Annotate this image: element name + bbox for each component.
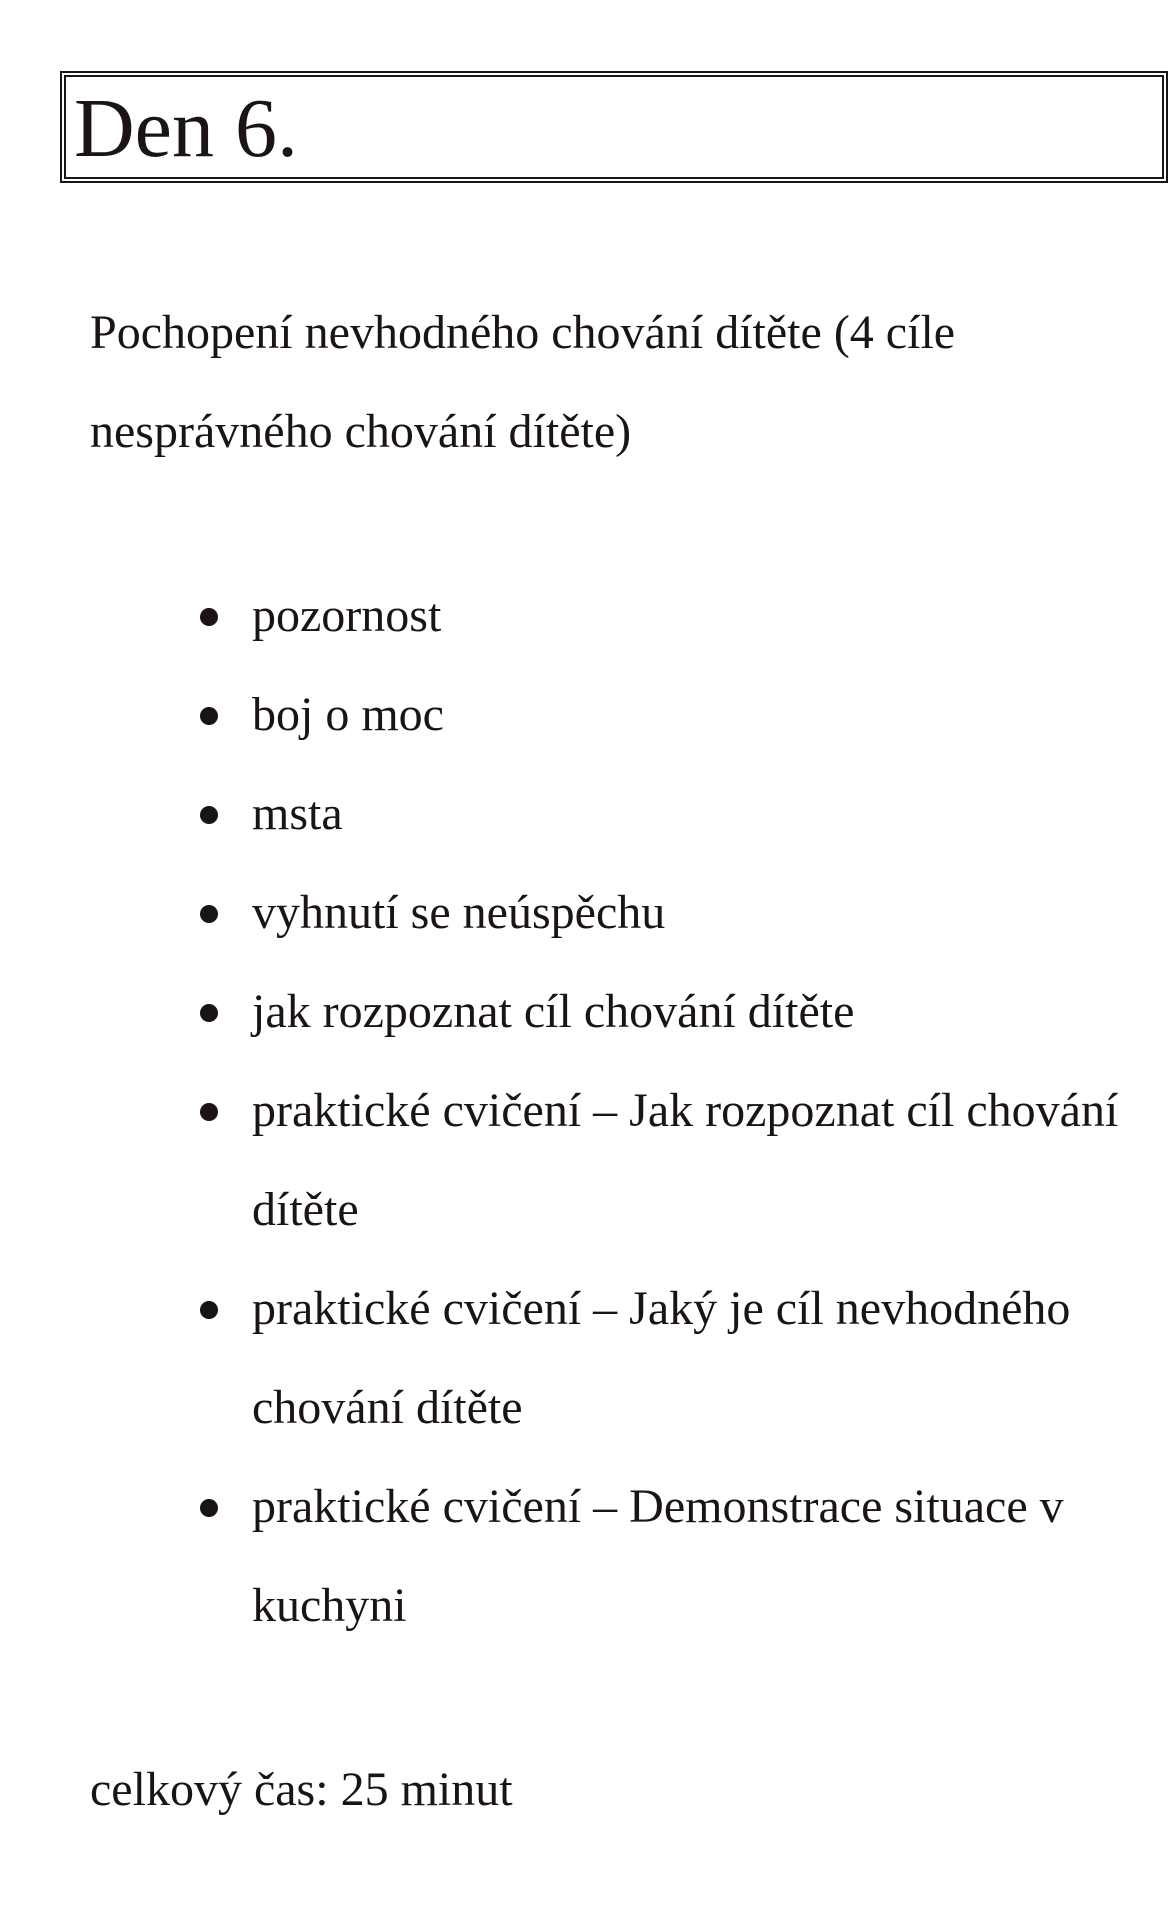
bullet-icon	[200, 905, 218, 923]
list-item	[0, 863, 1170, 962]
list-item-label: praktické cvičení – Jaký je cíl nevhodného chování dítěte	[252, 1282, 1071, 1434]
bullet-icon	[200, 1301, 218, 1319]
list-item	[0, 764, 1170, 863]
list-item	[0, 1259, 1170, 1457]
list-item	[0, 566, 1170, 665]
list-item-label: msta	[252, 787, 343, 840]
bullet-icon	[200, 806, 218, 824]
bullet-icon	[200, 608, 218, 626]
list-item	[0, 1061, 1170, 1259]
list-item-label: boj o moc	[252, 688, 444, 741]
intro-text: Pochopení nevhodného chování dítěte (4 cíle nesprávného chování dítěte)	[90, 306, 956, 458]
list-item-label: praktické cvičení – Jak rozpoznat cíl chování dítěte	[252, 1084, 1119, 1236]
bullet-icon	[200, 1499, 218, 1517]
list-item-label: pozornost	[252, 589, 442, 642]
list-item-label: vyhnutí se neúspěchu	[252, 886, 666, 939]
list-item-label: jak rozpoznat cíl chování dítěte	[252, 985, 855, 1038]
day-title: Den 6.	[74, 82, 298, 175]
list-item-label: praktické cvičení – Demonstrace situace v kuchyni	[252, 1480, 1064, 1632]
list-item	[0, 665, 1170, 764]
list-item	[0, 962, 1170, 1061]
list-item	[0, 1457, 1170, 1655]
bullet-icon	[200, 1004, 218, 1022]
total-time: celkový čas: 25 minut	[90, 1763, 513, 1816]
bullet-icon	[200, 1103, 218, 1121]
bullet-icon	[200, 707, 218, 725]
topic-list	[0, 566, 1170, 1655]
day-heading-box	[60, 71, 1168, 183]
